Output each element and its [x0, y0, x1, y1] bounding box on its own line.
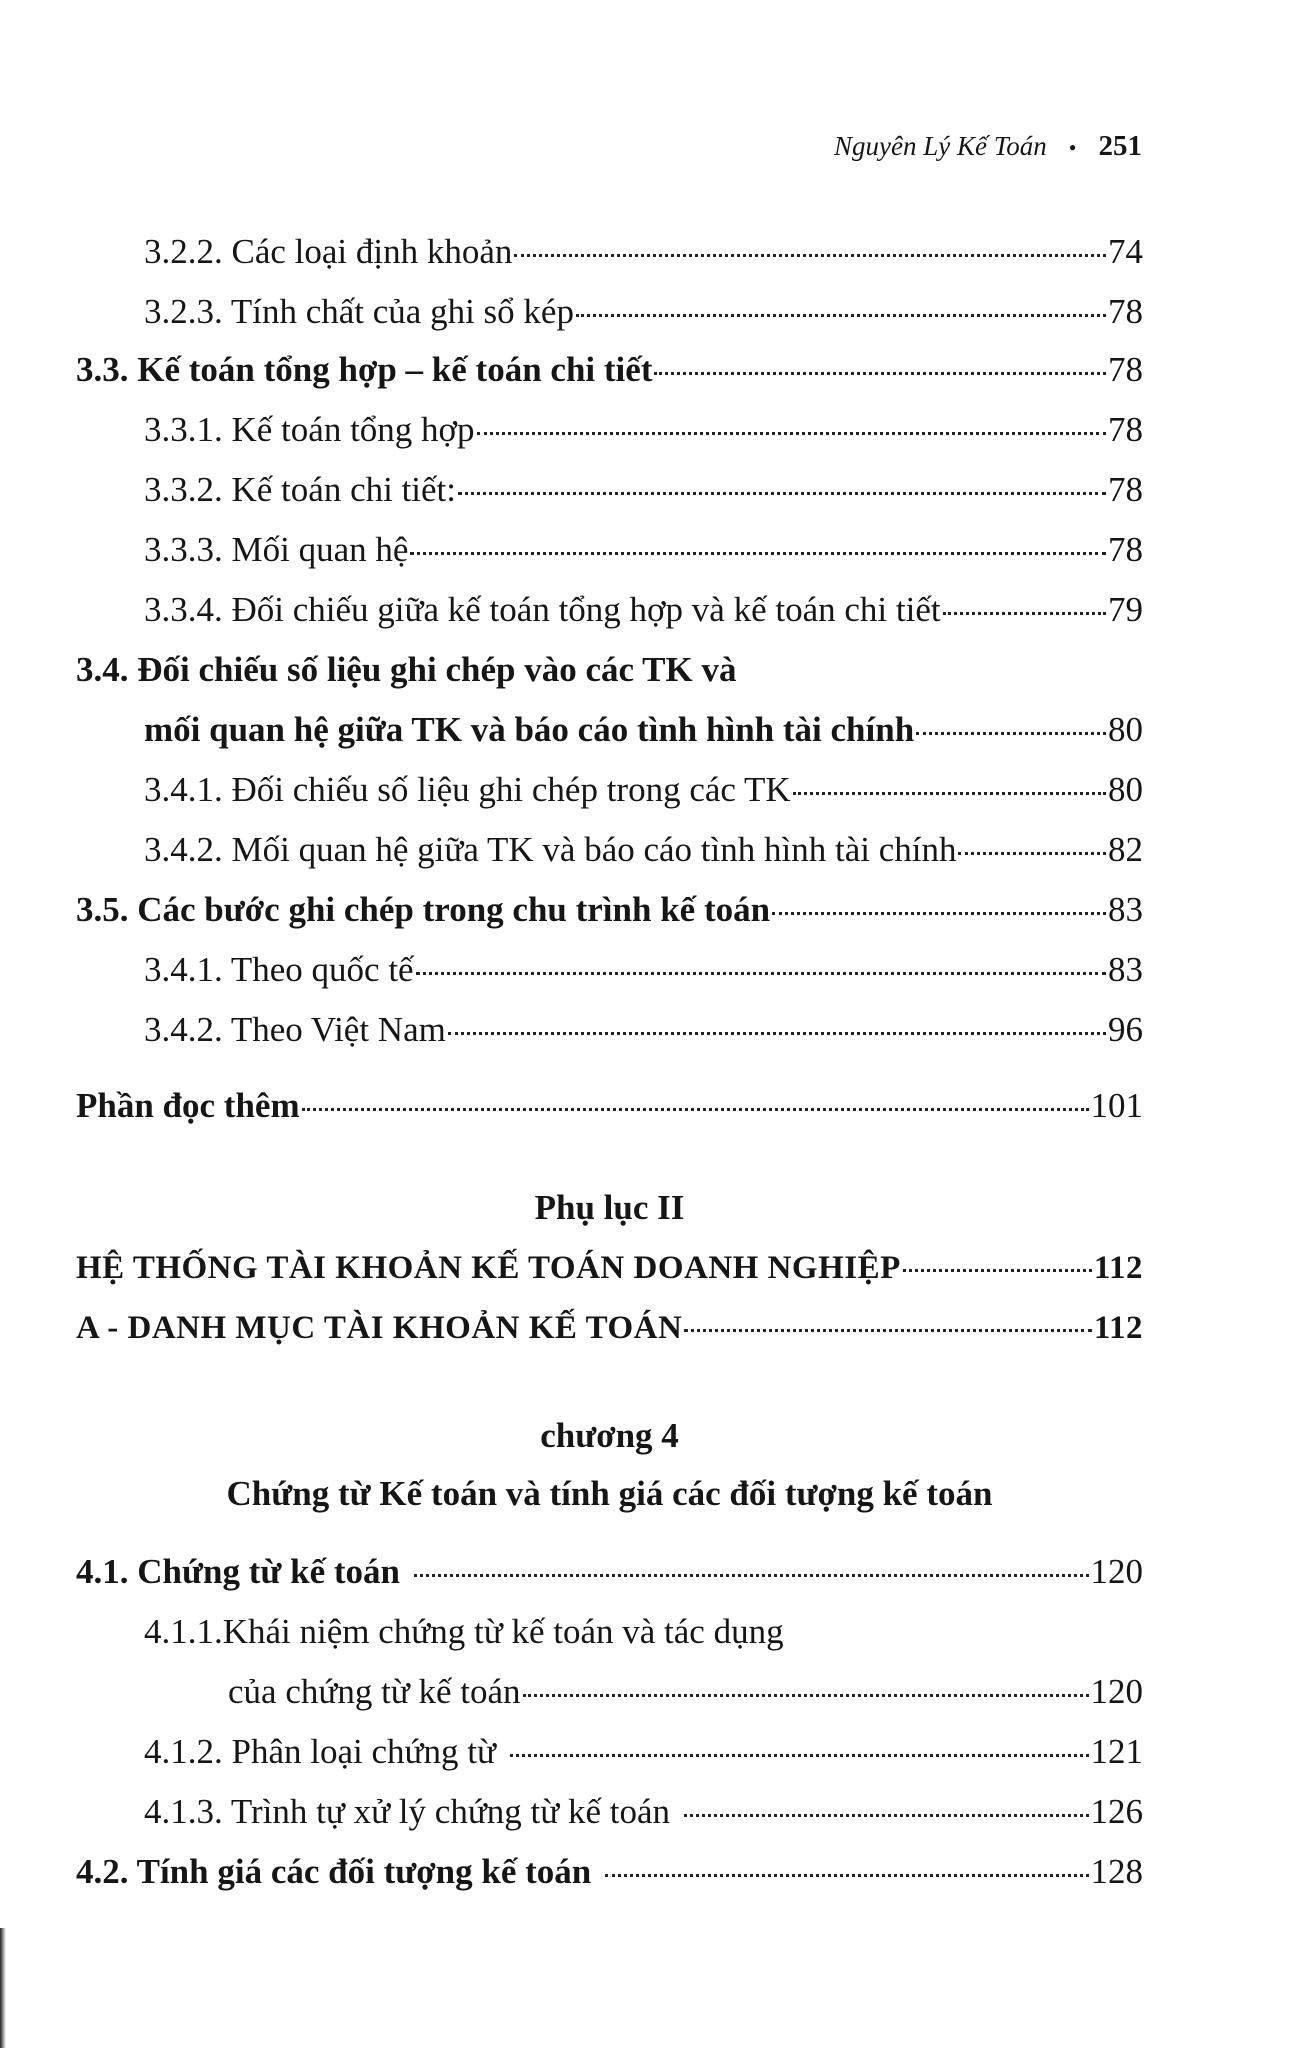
book-title: Nguyên Lý Kế Toán [834, 131, 1047, 161]
toc-entry-label: 4.1. Chứng từ kế toán [76, 1552, 400, 1591]
toc-entry-label: HỆ THỐNG TÀI KHOẢN KẾ TOÁN DOANH NGHIỆP [76, 1250, 901, 1286]
toc-leader-dots [302, 1108, 1089, 1111]
toc-entry-page: 80 [1108, 710, 1143, 749]
page-number: 251 [1098, 130, 1142, 162]
toc-entry-page: 74 [1108, 232, 1143, 271]
toc-leader-dots [654, 372, 1106, 375]
toc-entry-label: 4.1.3. Trình tự xử lý chứng từ kế toán [144, 1792, 671, 1831]
toc-entry-page: 112 [1093, 1310, 1143, 1346]
toc-entry-page: 78 [1108, 292, 1143, 331]
toc-entry-3-3-2 [76, 468, 1143, 512]
toc-leader-dots [458, 492, 1106, 495]
toc-entry-label: 3.4.1. Đối chiếu số liệu ghi chép trong các TK [144, 770, 791, 809]
toc-entry-label: 3.3.4. Đối chiếu giữa kế toán tổng hợp và kế toán chi tiết [144, 590, 941, 629]
toc-entry-label: Phần đọc thêm [76, 1086, 300, 1125]
toc-entry-further-reading [76, 1084, 1143, 1128]
toc-entry-account-system [76, 1246, 1143, 1290]
running-header [834, 130, 1142, 163]
toc-entry-3-4-2 [76, 828, 1143, 872]
toc-entry-page: 83 [1108, 890, 1143, 929]
toc-entry-page: 83 [1108, 950, 1143, 989]
toc-entry-3-4 [76, 708, 1143, 752]
toc-leader-dots [684, 1814, 1088, 1817]
toc-entry-page: 128 [1090, 1852, 1143, 1891]
toc-entry-3-2-3 [76, 290, 1143, 334]
toc-entry-label: 3.4.2. Theo Việt Nam [144, 1010, 446, 1049]
toc-entry-label: 4.1.1.Khái niệm chứng từ kế toán và tác dụng [144, 1612, 784, 1651]
toc-entry-label: 3.4.1. Theo quốc tế [144, 950, 414, 989]
toc-entry-label: 4.1.2. Phân loại chứng từ [144, 1732, 496, 1771]
toc-entry-label: 3.3.3. Mối quan hệ [144, 530, 409, 569]
toc-entry-account-list [76, 1306, 1143, 1350]
toc-entry-page: 121 [1090, 1732, 1143, 1771]
toc-leader-dots [416, 972, 1106, 975]
toc-leader-dots [510, 1754, 1089, 1757]
toc-leader-dots [477, 432, 1106, 435]
header-bullet: • [1068, 135, 1077, 160]
toc-entry-page: 82 [1108, 830, 1143, 869]
toc-leader-dots [916, 732, 1106, 735]
toc-entry-3-3-4 [76, 588, 1143, 632]
toc-entry-4-2 [76, 1850, 1143, 1894]
scan-edge-shadow [0, 1928, 6, 2048]
toc-entry-3-5-2 [76, 1008, 1143, 1052]
toc-entry-3-2-2 [76, 230, 1143, 274]
toc-entry-page: 78 [1108, 410, 1143, 449]
toc-entry-3-4-title-line [76, 648, 1143, 692]
toc-entry-label: của chứng từ kế toán [228, 1672, 521, 1711]
toc-entry-4-1-1 [76, 1670, 1143, 1714]
toc-entry-3-5 [76, 888, 1143, 932]
toc-leader-dots [514, 254, 1106, 257]
toc-leader-dots [414, 1574, 1089, 1577]
toc-leader-dots [684, 1329, 1092, 1332]
chapter-title: Chứng từ Kế toán và tính giá các đối tượng kế toán [226, 1474, 993, 1513]
toc-entry-label: 4.2. Tính giá các đối tượng kế toán [76, 1852, 592, 1891]
toc-entry-page: 120 [1090, 1552, 1143, 1591]
toc-entry-label: 3.2.3. Tính chất của ghi sổ kép [144, 292, 574, 331]
toc-entry-label: 3.4.2. Mối quan hệ giữa TK và báo cáo tình hình tài chính [144, 830, 957, 869]
toc-entry-page: 80 [1108, 770, 1143, 809]
toc-leader-dots [448, 1032, 1106, 1035]
toc-entry-page: 101 [1090, 1086, 1143, 1125]
appendix-heading: Phụ lục II [534, 1188, 685, 1227]
chapter-heading: chương 4 [540, 1416, 679, 1455]
toc-leader-dots [793, 792, 1106, 795]
toc-entry-page: 112 [1093, 1250, 1143, 1286]
toc-entry-3-3 [76, 348, 1143, 392]
toc-entry-label: 3.2.2. Các loại định khoản [144, 232, 513, 271]
toc-leader-dots [903, 1269, 1092, 1272]
toc-entry-label: mối quan hệ giữa TK và báo cáo tình hình tài chính [144, 710, 915, 749]
toc-entry-label: 3.3.2. Kế toán chi tiết: [144, 470, 457, 509]
toc-entry-page: 78 [1108, 530, 1143, 569]
toc-entry-4-1-2 [76, 1730, 1143, 1774]
toc-entry-page: 126 [1090, 1792, 1143, 1831]
toc-entry-label: A - DANH MỤC TÀI KHOẢN KẾ TOÁN [76, 1310, 683, 1346]
toc-entry-3-4-1 [76, 768, 1143, 812]
toc-entry-3-3-3 [76, 528, 1143, 572]
toc-leader-dots [576, 314, 1106, 317]
toc-entry-page: 78 [1108, 470, 1143, 509]
toc-leader-dots [605, 1874, 1088, 1877]
toc-entry-4-1-1-title-line [76, 1610, 1143, 1654]
toc-entry-label: 3.3. Kế toán tổng hợp – kế toán chi tiết [76, 350, 653, 389]
toc-entry-4-1-3 [76, 1790, 1143, 1834]
toc-leader-dots [523, 1694, 1089, 1697]
toc-leader-dots [943, 612, 1106, 615]
toc-entry-page: 79 [1108, 590, 1143, 629]
toc-entry-3-5-1 [76, 948, 1143, 992]
toc-entry-label: 3.5. Các bước ghi chép trong chu trình kế toán [76, 890, 771, 929]
toc-leader-dots [410, 552, 1106, 555]
toc-entry-label: 3.4. Đối chiếu số liệu ghi chép vào các TK và [76, 650, 737, 689]
toc-entry-4-1 [76, 1550, 1143, 1594]
toc-leader-dots [958, 852, 1106, 855]
toc-entry-3-3-1 [76, 408, 1143, 452]
toc-entry-label: 3.3.1. Kế toán tổng hợp [144, 410, 475, 449]
toc-entry-page: 120 [1090, 1672, 1143, 1711]
toc-entry-page: 78 [1108, 350, 1143, 389]
toc-entry-page: 96 [1108, 1010, 1143, 1049]
toc-leader-dots [772, 912, 1106, 915]
